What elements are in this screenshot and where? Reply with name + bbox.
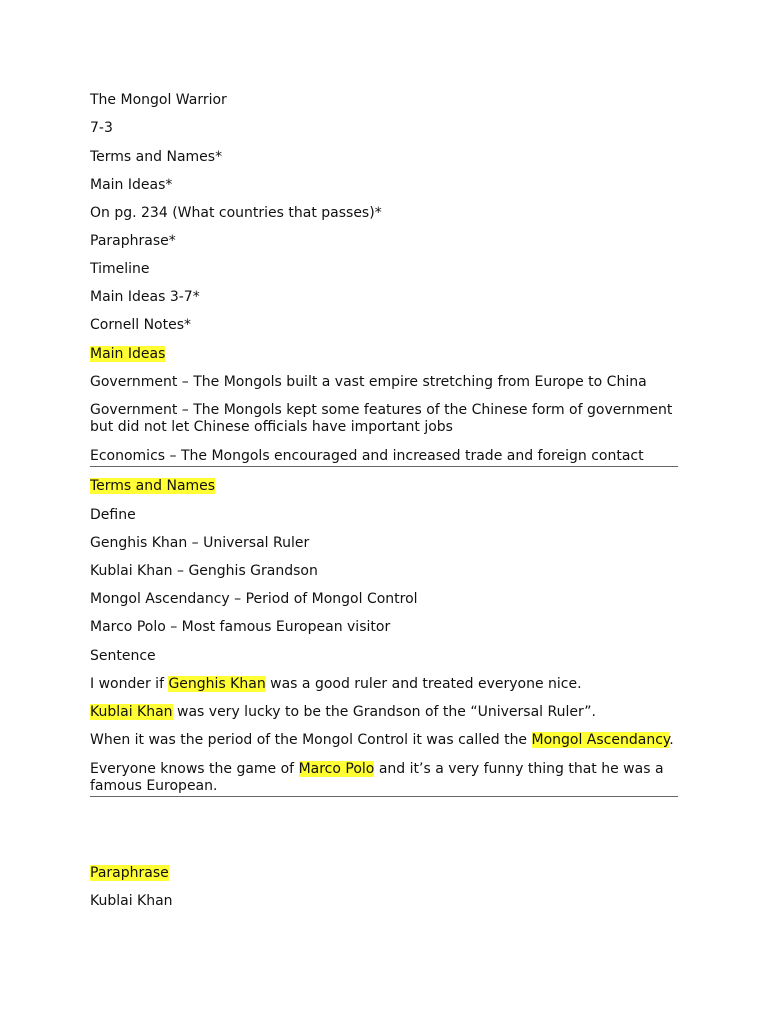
checklist-item: Cornell Notes* bbox=[90, 317, 192, 333]
highlighted-heading: Terms and Names bbox=[90, 478, 216, 494]
sentence-item bbox=[90, 732, 674, 749]
section-divider bbox=[90, 466, 678, 467]
highlighted-term: Kublai Khan bbox=[90, 704, 173, 720]
main-ideas-heading bbox=[90, 346, 165, 363]
sentence-text: was a good ruler and treated everyone nice. bbox=[265, 676, 582, 692]
sentence-text: was very lucky to be the Grandson of the “Universal Ruler”. bbox=[172, 704, 597, 720]
checklist-item: Main Ideas 3-7* bbox=[90, 289, 200, 305]
paraphrase-heading bbox=[90, 865, 169, 882]
definition-item: Genghis Khan – Universal Ruler bbox=[90, 535, 310, 551]
sentence-label: Sentence bbox=[90, 648, 156, 664]
definition-item: Marco Polo – Most famous European visitor bbox=[90, 619, 391, 635]
checklist-item: Timeline bbox=[90, 261, 150, 277]
definition-item: Mongol Ascendancy – Period of Mongol Control bbox=[90, 591, 418, 607]
definition-item: Kublai Khan – Genghis Grandson bbox=[90, 563, 318, 579]
sentence-item bbox=[90, 761, 678, 795]
main-idea-item: Economics – The Mongols encouraged and increased trade and foreign contact bbox=[90, 448, 644, 464]
sentence-text: and it’s a very funny thing that he was a famous European. bbox=[90, 761, 664, 794]
highlighted-term: Marco Polo bbox=[298, 761, 375, 777]
highlighted-heading: Main Ideas bbox=[90, 346, 166, 362]
sentence-text: I wonder if bbox=[90, 676, 169, 692]
highlighted-term: Mongol Ascendancy bbox=[531, 732, 670, 748]
highlighted-heading: Paraphrase bbox=[90, 865, 169, 881]
define-label: Define bbox=[90, 507, 136, 523]
sentence-text: Everyone knows the game of bbox=[90, 761, 299, 777]
highlighted-term: Genghis Khan bbox=[168, 676, 266, 692]
document-title: The Mongol Warrior bbox=[90, 92, 227, 108]
section-divider bbox=[90, 796, 678, 797]
section-number: 7-3 bbox=[90, 120, 113, 136]
checklist-item: Terms and Names* bbox=[90, 149, 223, 165]
paraphrase-item: Kublai Khan bbox=[90, 893, 173, 909]
sentence-text: . bbox=[669, 732, 674, 748]
main-idea-item: Government – The Mongols built a vast empire stretching from Europe to China bbox=[90, 374, 647, 390]
checklist-item: Paraphrase* bbox=[90, 233, 176, 249]
terms-heading bbox=[90, 478, 215, 495]
sentence-item bbox=[90, 704, 596, 721]
checklist-item: Main Ideas* bbox=[90, 177, 173, 193]
checklist-item: On pg. 234 (What countries that passes)* bbox=[90, 205, 382, 221]
sentence-item bbox=[90, 676, 582, 693]
main-idea-item: Government – The Mongols kept some features of the Chinese form of government but did not let Chinese officials have important jobs bbox=[90, 402, 673, 435]
sentence-text: When it was the period of the Mongol Control it was called the bbox=[90, 732, 532, 748]
